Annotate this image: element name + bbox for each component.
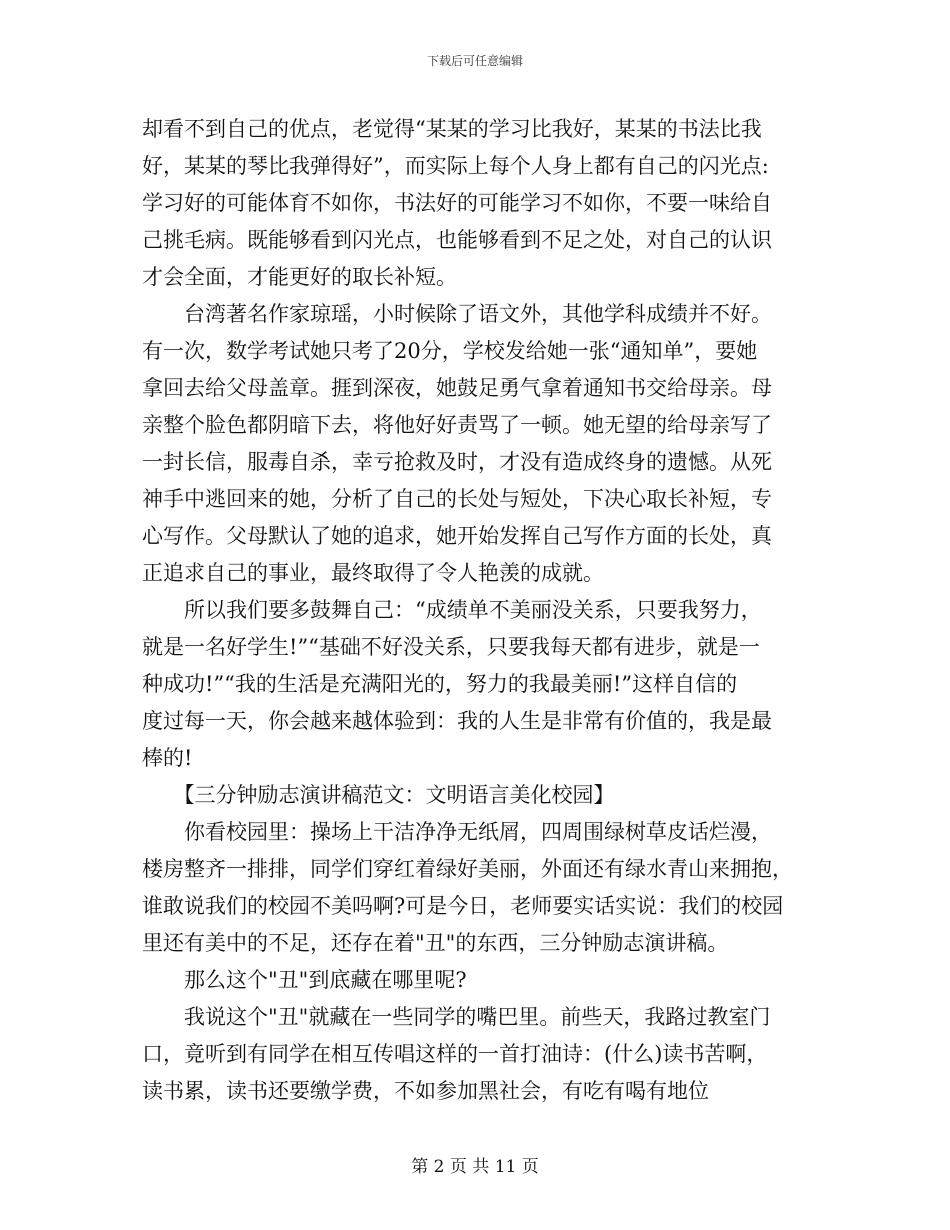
text-line: 有一次，数学考试她只考了20分，学校发给她一张“通知单”，要她 [142,339,758,363]
document-body [142,111,810,1110]
text-line: 亲整个脸色都阴暗下去，将他好好责骂了一顿。她无望的给母亲写了 [142,413,772,437]
text-line: 你看校园里：操场上干洁净净无纸屑，四周围绿树草皮话烂漫， [142,820,772,844]
text-line: 己挑毛病。既能够看到闪光点，也能够看到不足之处，对自己的认识 [142,228,772,252]
text-line: 里还有美中的不足，还存在着"丑"的东西，三分钟励志演讲稿。 [142,931,729,955]
text-line: 度过每一天，你会越来越体验到：我的人生是非常有价值的，我是最 [142,709,772,733]
text-line: 种成功!”“我的生活是充满阳光的，努力的我最美丽!”这样自信的 [142,672,738,696]
page-header: 下载后可任意编辑 [426,54,523,68]
text-line: 正追求自己的事业，最终取得了令人艳羡的成就。 [142,561,604,585]
text-line: 神手中逃回来的她，分析了自己的长处与短处，下决心取长补短，专 [142,487,772,511]
text-line: 我说这个"丑"就藏在一些同学的嘴巴里。前些天，我路过教室门 [142,1005,771,1029]
section-heading: 【三分钟励志演讲稿范文：文明语言美化校园】 [142,783,615,807]
text-line: 那么这个"丑"到底藏在哪里呢? [142,968,467,992]
text-line: 才会全面，才能更好的取长补短。 [142,265,457,289]
text-line: 谁敢说我们的校园不美吗啊?可是今日，老师要实话实说：我们的校园 [142,894,784,918]
text-line: 拿回去给父母盖章。捱到深夜，她鼓足勇气拿着通知书交给母亲。母 [142,376,772,400]
page-number: 第 2 页 共 11 页 [411,1157,539,1177]
text-line: 却看不到自己的优点，老觉得“某某的学习比我好，某某的书法比我 [142,117,762,141]
text-line: 学习好的可能体育不如你，书法好的可能学习不如你，不要一味给自 [142,191,772,215]
text-line: 就是一名好学生!”“基础不好没关系，只要我每天都有进步，就是一 [142,635,760,659]
text-line: 读书累，读书还要缴学费，不如参加黑社会，有吃有喝有地位 [142,1079,709,1103]
text-line: 楼房整齐一排排，同学们穿红着绿好美丽，外面还有绿水青山来拥抱， [142,857,793,881]
text-line: 好，某某的琴比我弹得好”，而实际上每个人身上都有自己的闪光点: [142,154,769,178]
text-line: 棒的! [142,746,193,770]
text-line: 心写作。父母默认了她的追求，她开始发挥自己写作方面的长处，真 [142,524,772,548]
text-line: 口，竟听到有同学在相互传唱这样的一首打油诗：(什么)读书苦啊， [142,1042,768,1066]
text-line: 台湾著名作家琼瑶，小时候除了语文外，其他学科成绩并不好。 [142,302,772,326]
text-line: 一封长信，服毒自杀，幸亏抢救及时，才没有造成终身的遗憾。从死 [142,450,772,474]
text-line: 所以我们要多鼓舞自己：“成绩单不美丽没关系，只要我努力， [142,598,762,622]
